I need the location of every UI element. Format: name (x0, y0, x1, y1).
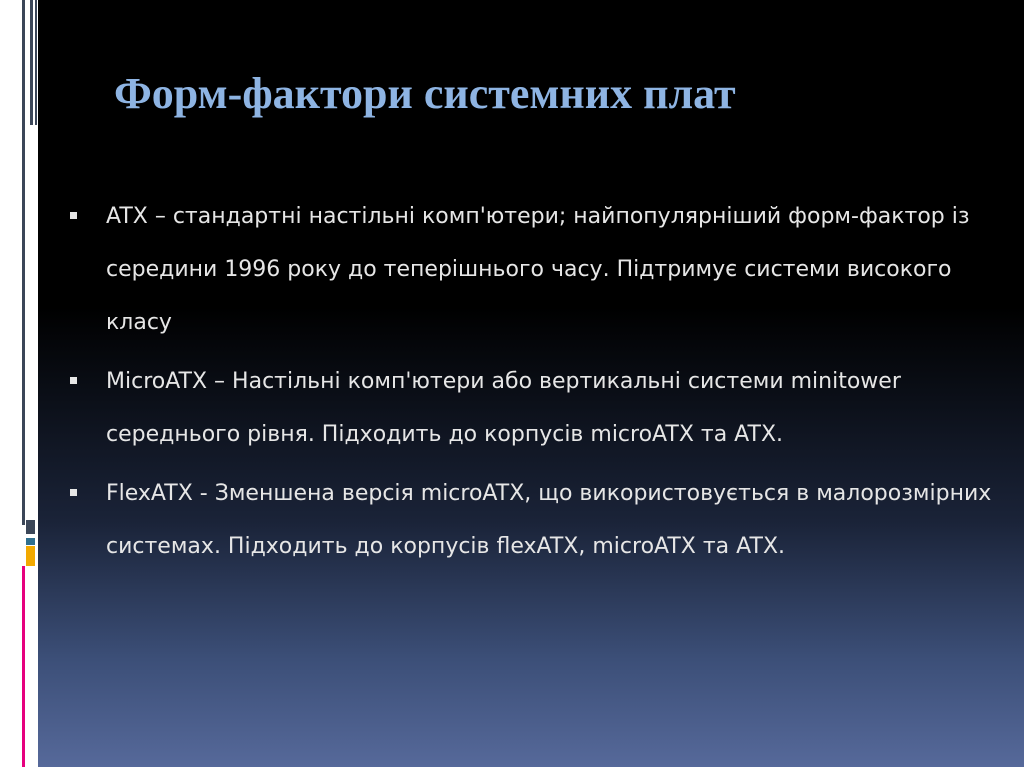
bullet-item-microatx (70, 355, 1000, 461)
decorative-bar-dark-mid (22, 125, 25, 525)
bullet-text: FlexATX - Зменшена версія microATX, що використовується в малорозмірних системах. Підходить до корпусів flexATX, microATX та ATX. (106, 481, 992, 559)
slide-title: Форм-фактори системних плат (114, 69, 736, 118)
bullet-text: ATX – стандартні настільні комп'ютери; найпопулярніший форм-фактор із середини 1996 року до теперішнього часу. Підтримує системи високого класу (106, 204, 970, 335)
left-margin-strip (0, 0, 38, 767)
bullet-item-atx (70, 190, 1000, 349)
square-bullet-icon (70, 212, 77, 219)
bullet-item-flexatx (70, 467, 1000, 573)
bullet-text: MicroATX – Настільні комп'ютери або вертикальні системи minitower середнього рівня. Підходить до корпусів microATX та ATX. (106, 369, 901, 447)
decorative-bar-dark-bottom-2 (35, 0, 37, 125)
bullet-list (70, 190, 1000, 579)
decorative-bar-dark-top (22, 0, 25, 125)
decorative-block-gray (26, 520, 35, 534)
decorative-block-yellow (26, 546, 35, 566)
decorative-bar-dark-bottom (30, 0, 33, 125)
decorative-block-teal (26, 538, 35, 545)
square-bullet-icon (70, 489, 77, 496)
square-bullet-icon (70, 377, 77, 384)
decorative-bar-magenta (22, 566, 25, 767)
